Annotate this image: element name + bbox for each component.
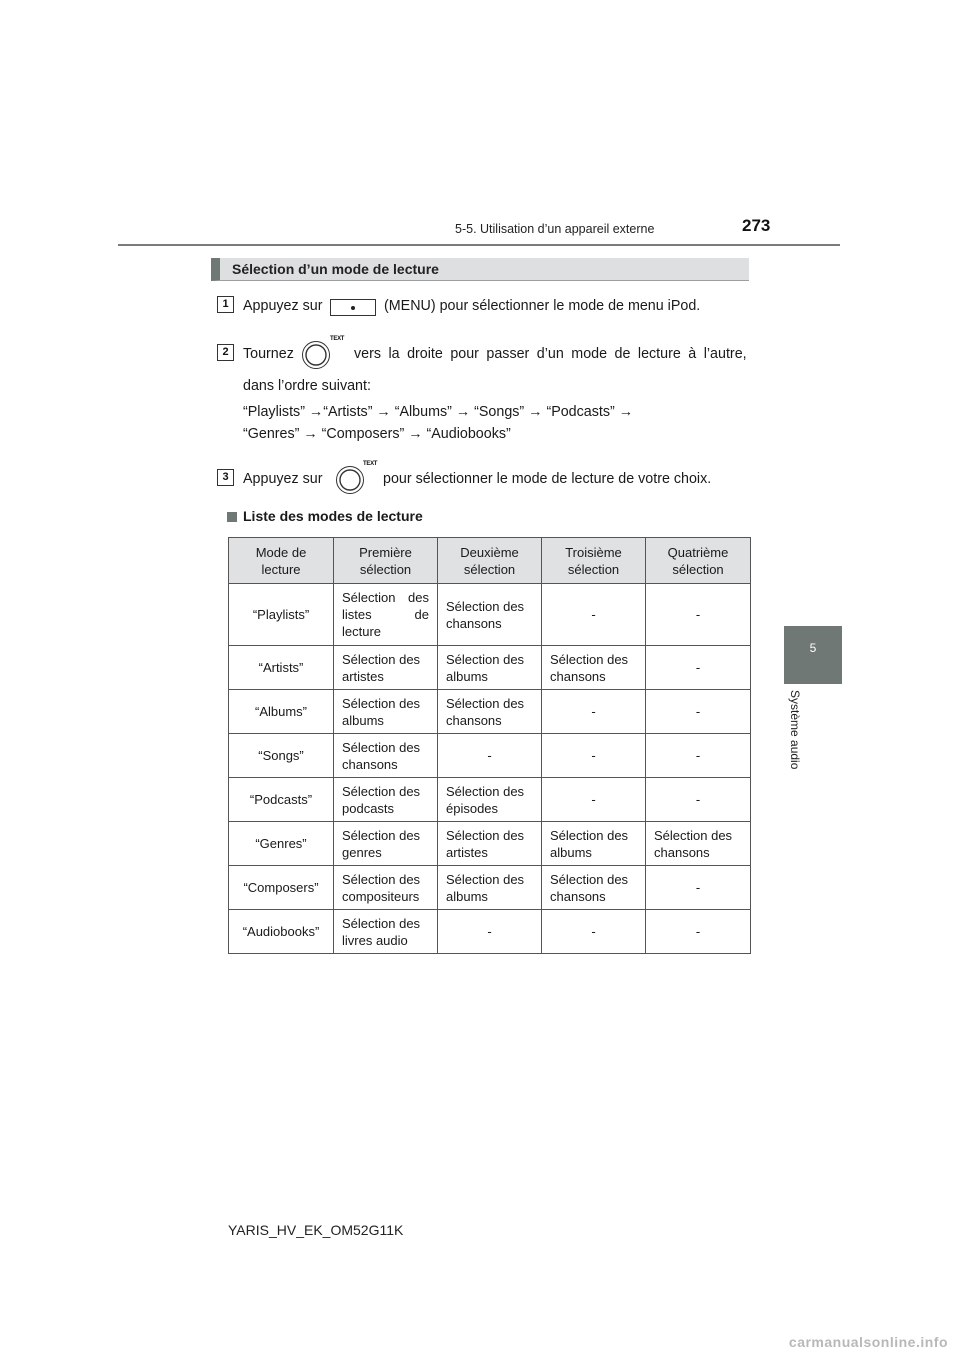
table-cell: Sélection des albums [334,690,438,734]
section-heading [211,258,749,281]
table-cell: Sélection des chansons [438,690,542,734]
table-header-cell: Quatrième sélection [646,538,751,584]
square-bullet-icon [227,512,237,522]
table-cell: - [646,690,751,734]
table-header-cell: Deuxième sélection [438,538,542,584]
table-cell: Sélection des albums [438,646,542,690]
table-cell: - [646,866,751,910]
step-badge-2: 2 [217,344,234,361]
playback-modes-table [228,537,751,954]
step-2-text-before: Tournez [243,346,294,362]
table-header-row [229,538,751,584]
table-row [229,910,751,954]
section-heading-text: Sélection d’un mode de lecture [232,261,439,277]
table-cell: “Artists” [229,646,334,690]
table-cell: - [542,734,646,778]
table-row [229,584,751,646]
table-cell: “Playlists” [229,584,334,646]
table-cell: - [646,778,751,822]
table-cell: - [646,584,751,646]
table-cell: Sélection des podcasts [334,778,438,822]
table-cell: - [542,690,646,734]
table-cell: Sélection des chansons [334,734,438,778]
table-cell: - [646,910,751,954]
table-cell: - [542,910,646,954]
table-row [229,646,751,690]
table-row [229,734,751,778]
step-2-text-after: vers la droite pour passer d’un mode de lecture à l’autre, [354,346,747,362]
table-cell: - [438,734,542,778]
header-divider [118,244,840,246]
table-cell: “Audiobooks” [229,910,334,954]
chapter-tab [784,626,842,684]
menu-button-icon [330,299,376,316]
watermark: carmanualsonline.info [788,1334,948,1350]
table-row [229,690,751,734]
document-code: YARIS_HV_EK_OM52G11K [228,1222,404,1238]
step-1-text-after: (MENU) pour sélectionner le mode de menu iPod. [384,298,701,314]
table-row [229,778,751,822]
table-cell: Sélection des chansons [438,584,542,646]
table-cell: Sélection des listes de lecture [334,584,438,646]
chapter-label-container [768,690,826,790]
step-1-text-before: Appuyez sur [243,298,323,314]
table-cell: “Albums” [229,690,334,734]
step-2-text-line2: dans l’ordre suivant: [243,378,371,394]
page-number: 273 [742,216,771,235]
table-row [229,866,751,910]
table-cell: Sélection des albums [438,866,542,910]
table-cell: “Composers” [229,866,334,910]
step-badge-3: 3 [217,469,234,486]
chapter-number: 5 [809,641,817,655]
table-cell: “Genres” [229,822,334,866]
table-cell: Sélection des livres audio [334,910,438,954]
step-badge-1: 1 [217,296,234,313]
knob-text-label: TEXT [363,461,378,467]
table-cell: - [646,734,751,778]
table-header-cell: Troisième sélection [542,538,646,584]
table-header-cell: Mode de lecture [229,538,334,584]
table-cell: - [542,778,646,822]
table-cell: - [438,910,542,954]
table-cell: “Podcasts” [229,778,334,822]
tune-knob-icon [301,340,331,370]
step-2-text-line3: “Playlists” →“Artists” → “Albums” → “Songs” → “Podcasts” → [243,404,634,420]
step-3-text-after: pour sélectionner le mode de lecture de votre choix. [383,471,712,487]
table-cell: Sélection des albums [542,822,646,866]
table-cell: Sélection des chansons [646,822,751,866]
table-cell: “Songs” [229,734,334,778]
table-cell: Sélection des artistes [438,822,542,866]
table-row [229,822,751,866]
table-header-cell: Première sélection [334,538,438,584]
table-cell: Sélection des compositeurs [334,866,438,910]
table-cell: - [542,584,646,646]
table-cell: Sélection des chansons [542,646,646,690]
table-cell: Sélection des épisodes [438,778,542,822]
header-section-title: 5-5. Utilisation d’un appareil externe [455,222,655,236]
step-3-text-before: Appuyez sur [243,471,323,487]
knob-text-label: TEXT [330,336,345,342]
step-2-text-line4: “Genres” → “Composers” → “Audiobooks” [243,426,511,442]
chapter-label: Système audio [788,690,802,770]
table-cell: - [646,646,751,690]
table-cell: Sélection des genres [334,822,438,866]
select-knob-icon [335,465,365,495]
list-heading: Liste des modes de lecture [243,508,423,524]
table-cell: Sélection des chansons [542,866,646,910]
table-cell: Sélection des artistes [334,646,438,690]
